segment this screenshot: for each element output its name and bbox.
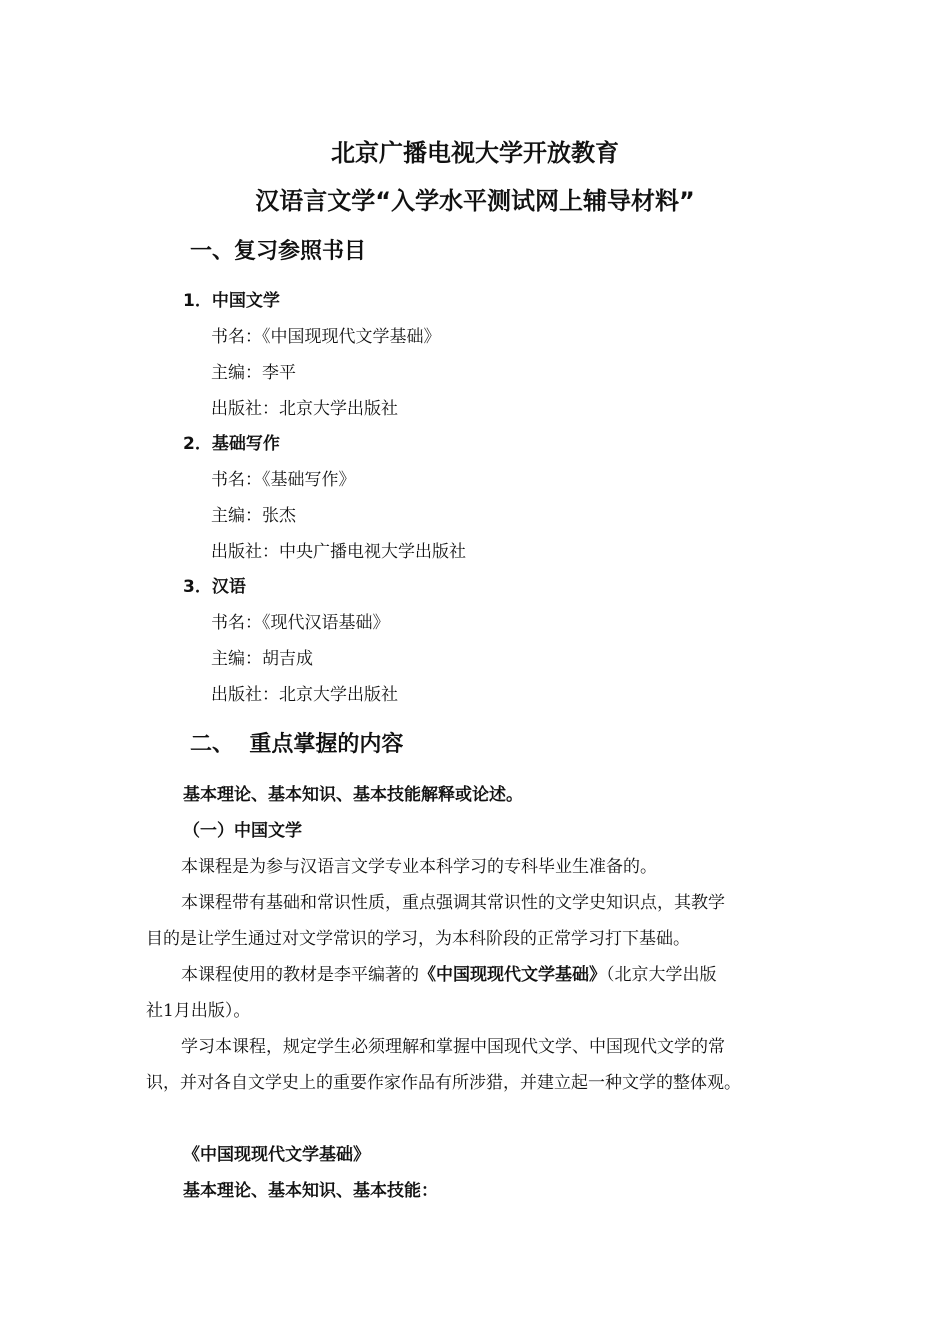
book-editor: 主编：胡吉成	[211, 649, 313, 669]
book-heading: 1．中国文学	[183, 291, 280, 311]
paragraph-line	[181, 963, 717, 987]
book-publisher: 出版社：北京大学出版社	[211, 685, 398, 705]
paragraph-line: 社1月出版）。	[146, 1001, 251, 1021]
book-publisher: 出版社：中央广播电视大学出版社	[211, 542, 466, 562]
paragraph-line: 本课程带有基础和常识性质，重点强调其常识性的文学史知识点，其教学	[181, 893, 725, 913]
book-heading: 2．基础写作	[183, 434, 280, 454]
paragraph-line: 识，并对各自文学史上的重要作家作品有所涉猎，并建立起一种文学的整体观。	[146, 1073, 741, 1093]
book-name: 书名：《现代汉语基础》	[211, 613, 390, 633]
book-heading: 3．汉语	[183, 577, 246, 597]
paragraph-line: 目的是让学生通过对文学常识的学习，为本科阶段的正常学习打下基础。	[146, 929, 690, 949]
book-editor: 主编：李平	[211, 363, 296, 383]
paragraph-text: （北京大学出版	[606, 965, 717, 985]
book-editor: 主编：张杰	[211, 506, 296, 526]
subsection-heading-chinese-literature: （一）中国文学	[183, 821, 302, 841]
book-section-subheading: 基本理论、基本知识、基本技能：	[183, 1181, 438, 1201]
section-heading-bibliography: 一、复习参照书目	[190, 239, 367, 264]
document-title: 北京广播电视大学开放教育	[331, 139, 619, 167]
book-section-heading: 《中国现现代文学基础》	[183, 1145, 370, 1165]
book-name: 书名：《中国现现代文学基础》	[211, 327, 441, 347]
paragraph-text: 本课程使用的教材是李平编著的	[181, 965, 419, 985]
book-publisher: 出版社：北京大学出版社	[211, 399, 398, 419]
paragraph-line: 本课程是为参与汉语言文学专业本科学习的专科毕业生准备的。	[181, 857, 657, 877]
section-heading-key-content: 二、 重点掌握的内容	[190, 732, 404, 757]
section-intro: 基本理论、基本知识、基本技能解释或论述。	[183, 785, 523, 805]
book-name: 书名：《基础写作》	[211, 470, 356, 490]
book-title-emphasis: 《中国现现代文学基础》	[419, 965, 606, 985]
document-subtitle: 汉语言文学“入学水平测试网上辅导材料”	[255, 187, 695, 215]
paragraph-line: 学习本课程，规定学生必须理解和掌握中国现代文学、中国现代文学的常	[181, 1037, 725, 1057]
